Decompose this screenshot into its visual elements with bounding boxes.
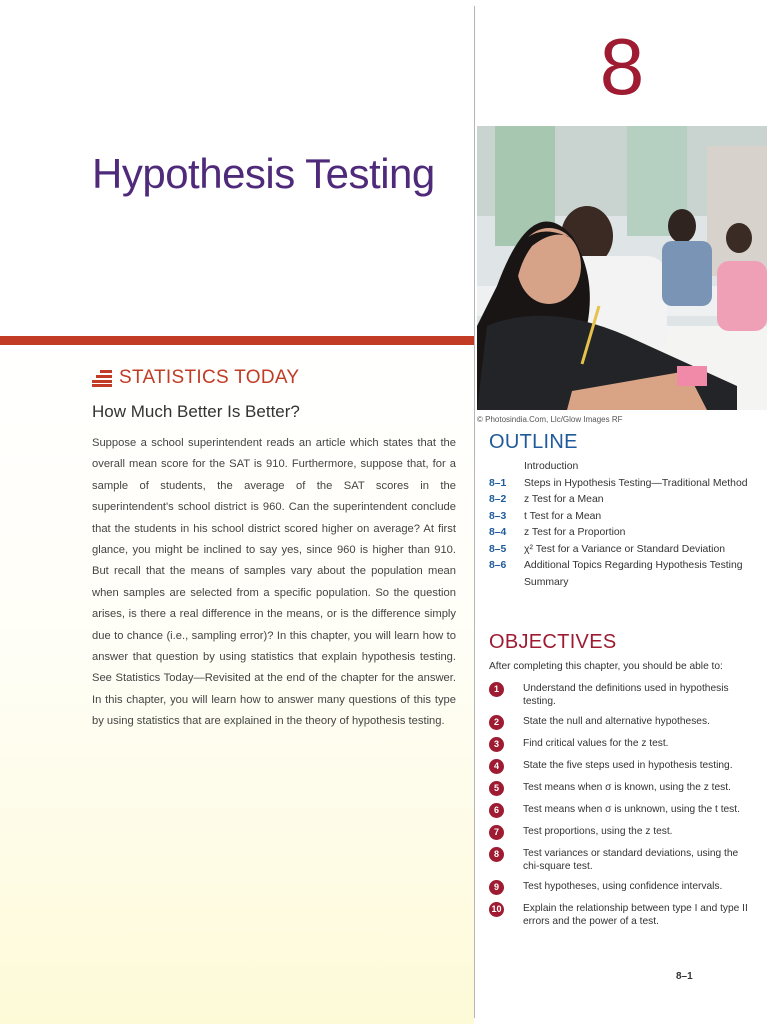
outline-item-number: 8–1 (489, 477, 507, 489)
objective-number-badge: 10 (489, 902, 504, 917)
objective-text: Test means when σ is known, using the z test. (523, 782, 731, 793)
statistics-today-header (92, 366, 299, 390)
objective-item (489, 880, 751, 895)
outline-item (489, 460, 751, 473)
objective-text: Explain the relationship between type I and type II errors and the power of a test. (523, 903, 748, 927)
objective-number-badge: 5 (489, 781, 504, 796)
objective-item (489, 759, 751, 774)
outline-item-number (489, 576, 524, 589)
outline-item-text: χ² Test for a Variance or Standard Deviation (524, 543, 726, 555)
objectives-heading: OBJECTIVES (489, 631, 617, 653)
outline-item-number: 8–3 (489, 510, 507, 522)
objective-number-badge: 6 (489, 803, 504, 818)
chapter-title: Hypothesis Testing (92, 150, 435, 197)
objective-item (489, 715, 751, 730)
outline-item-text: Summary (524, 576, 569, 588)
objective-number-badge: 8 (489, 847, 504, 862)
objective-number-badge: 1 (489, 682, 504, 697)
objective-number-badge: 4 (489, 759, 504, 774)
statistics-today-label: STATISTICS TODAY (119, 367, 300, 388)
outline-item (489, 510, 751, 523)
outline-item (489, 526, 751, 539)
outline-item-number: 8–2 (489, 494, 507, 505)
objective-text: State the null and alternative hypotheses. (523, 716, 710, 727)
outline-item-number: 8–6 (489, 560, 507, 571)
outline-item (489, 477, 751, 490)
outline-list (489, 460, 751, 592)
objective-item (489, 847, 751, 873)
outline-item (489, 576, 751, 589)
outline-item-number: 8–5 (489, 543, 507, 555)
statistics-today-body: Suppose a school superintendent reads an article which states that the overall mean score for the SAT is 910. Furthermore, suppose that, for a sample of students, the average of the SAT scores in the superintendent's school district is 960. Can the superintendent conclude that the students in his school district scored higher on average? At first glance, you might be inclined to say yes, since 960 is higher than 910. But recall that the means of samples vary about the population mean when samples are selected from a specific population. So the question arises, is there a real difference in the means, or is the difference simply due to chance (i.e., sampling error)? In this chapter, you will learn how to answer that question by using statistics that explain hypothesis testing. See Statistics Today—Revisited at the end of the chapter for the answer. In this chapter, you will learn how to answer many questions of this type by using statistics that are explained in the theory of hypothesis testing. (92, 437, 456, 728)
outline-item-text: t Test for a Mean (524, 510, 602, 522)
chapter-photo (477, 126, 767, 410)
objective-number-badge: 2 (489, 715, 504, 730)
outline-item-number (489, 460, 524, 473)
objective-text: Understand the definitions used in hypothesis testing. (523, 683, 729, 707)
stacked-bars-icon (92, 369, 114, 387)
objective-item (489, 682, 751, 708)
objective-text: Test variances or standard deviations, using the chi-square test. (523, 848, 739, 872)
outline-item (489, 543, 751, 556)
objective-item (489, 902, 751, 928)
outline-item-text: z Test for a Mean (524, 494, 604, 505)
objective-item (489, 781, 751, 796)
outline-item-number: 8–4 (489, 527, 507, 538)
objectives-intro: After completing this chapter, you should be able to: (489, 661, 723, 672)
objectives-list (489, 682, 751, 935)
objective-number-badge: 7 (489, 825, 504, 840)
photo-credit: © Photosindia.Com, Llc/Glow Images RF (477, 415, 623, 424)
outline-heading: OUTLINE (489, 431, 578, 453)
objective-item (489, 803, 751, 818)
objective-text: Test means when σ is unknown, using the t test. (523, 804, 740, 815)
objective-text: Find critical values for the z test. (523, 738, 669, 749)
column-divider (474, 6, 475, 1018)
title-rule (0, 336, 474, 345)
outline-item-text: Introduction (524, 461, 579, 472)
objective-number-badge: 3 (489, 737, 504, 752)
objective-number-badge: 9 (489, 880, 504, 895)
outline-item-text: z Test for a Proportion (524, 527, 626, 538)
page-number: 8–1 (676, 971, 693, 982)
outline-item-text: Steps in Hypothesis Testing—Traditional Method (524, 477, 748, 489)
statistics-today-subtitle: How Much Better Is Better? (92, 402, 300, 421)
objective-item (489, 825, 751, 840)
objective-text: State the five steps used in hypothesis testing. (523, 760, 733, 771)
objective-item (489, 737, 751, 752)
objective-text: Test hypotheses, using confidence intervals. (523, 881, 723, 892)
outline-item-text: Additional Topics Regarding Hypothesis Testing (524, 560, 743, 571)
objective-text: Test proportions, using the z test. (523, 826, 673, 837)
chapter-number: 8 (599, 22, 645, 111)
outline-item (489, 493, 751, 506)
outline-item (489, 559, 751, 572)
